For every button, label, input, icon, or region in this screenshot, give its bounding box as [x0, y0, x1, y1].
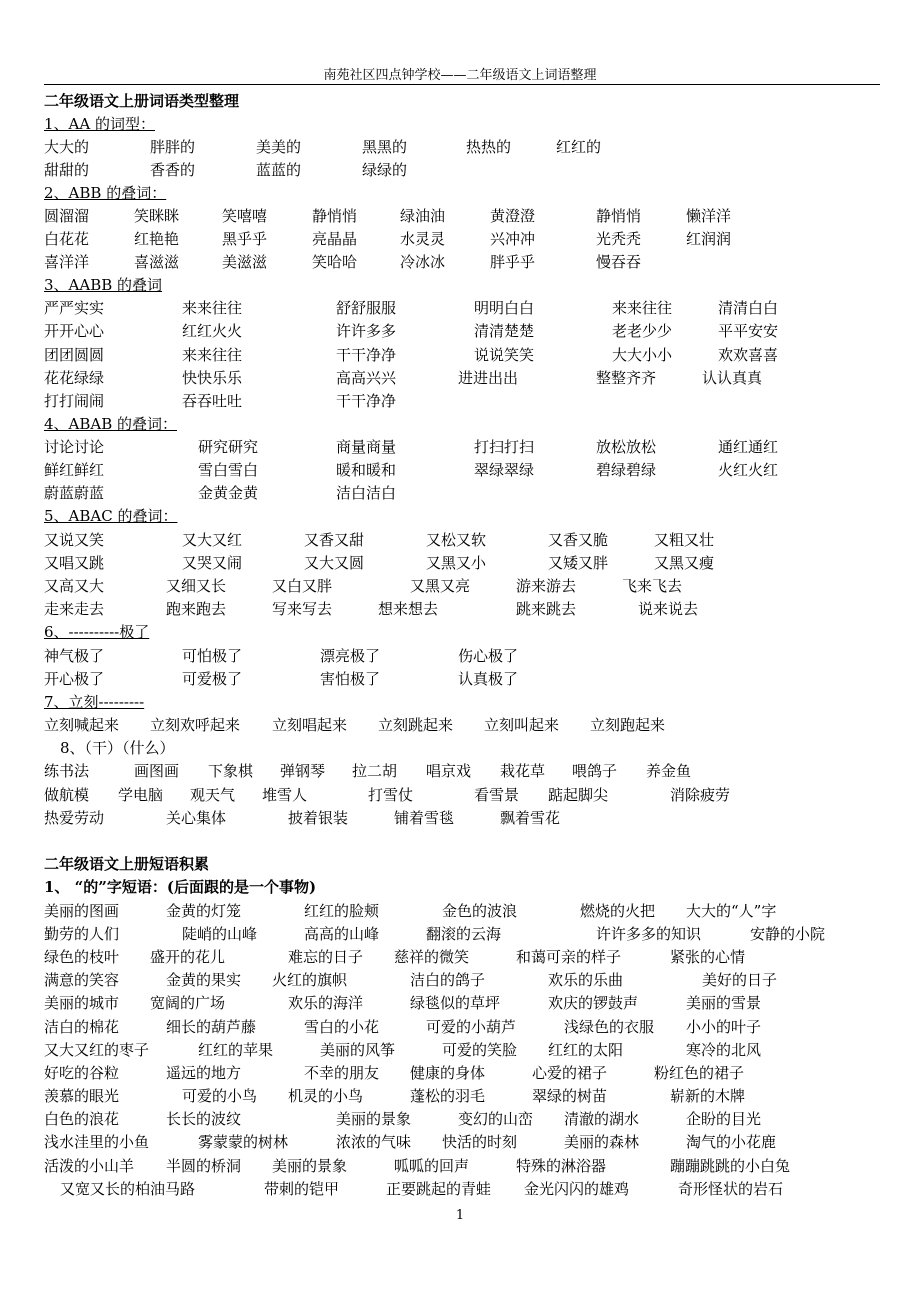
subsection-heading: 2、ABB 的叠词： [44, 184, 167, 202]
word-entry: 干干净净 [336, 346, 397, 364]
word-entry: 好吃的谷粒 [44, 1064, 120, 1082]
subsection-heading: 6、----------极了 [44, 623, 150, 641]
word-entry: 金光闪闪的雄鸡 [524, 1180, 630, 1198]
word-entry: 红红的太阳 [548, 1041, 624, 1059]
word-entry: 说说笑笑 [474, 346, 535, 364]
word-entry: 浅水洼里的小鱼 [44, 1133, 150, 1151]
word-entry: 神气极了 [44, 647, 105, 665]
text-line [0, 1131, 920, 1153]
word-entry: 又大又红的枣子 [44, 1041, 150, 1059]
word-entry: 燃烧的火把 [580, 902, 656, 920]
text-line [0, 737, 920, 759]
word-entry: 金黄的灯笼 [166, 902, 242, 920]
section-heading [0, 90, 920, 112]
word-entry: 立刻跑起来 [590, 716, 666, 734]
word-entry: 栽花草 [500, 762, 546, 780]
word-entry: 下象棋 [208, 762, 254, 780]
section-heading [0, 853, 920, 875]
word-entry: 吞吞吐吐 [182, 392, 243, 410]
word-entry: 喜滋滋 [134, 253, 180, 271]
word-entry: 高高兴兴 [336, 369, 397, 387]
word-entry: 懒洋洋 [686, 207, 732, 225]
word-entry: 美丽的景象 [272, 1157, 348, 1175]
text-line [0, 505, 920, 527]
text-line [0, 1108, 920, 1130]
word-entry: 绿油油 [400, 207, 446, 225]
word-entry: 笑眯眯 [134, 207, 180, 225]
word-entry: 整整齐齐 [596, 369, 657, 387]
word-entry: 黄澄澄 [490, 207, 536, 225]
word-entry: 红红的苹果 [198, 1041, 274, 1059]
word-entry: 快快乐乐 [182, 369, 243, 387]
word-entry: 蔚蓝蔚蓝 [44, 484, 105, 502]
word-entry: 带刺的铠甲 [264, 1180, 340, 1198]
word-entry: 研究研究 [198, 438, 259, 456]
word-entry: 养金鱼 [646, 762, 692, 780]
word-entry: 翻滚的云海 [426, 925, 502, 943]
word-entry: 又矮又胖 [548, 554, 609, 572]
text-line [0, 1085, 920, 1107]
word-entry: 欢乐的海洋 [288, 994, 364, 1012]
word-entry: 伤心极了 [458, 647, 519, 665]
text-line [0, 598, 920, 620]
word-entry: 练书法 [44, 762, 90, 780]
text-line [0, 390, 920, 412]
word-entry: 金黄金黄 [198, 484, 259, 502]
word-entry: 机灵的小鸟 [288, 1087, 364, 1105]
page-number: 1 [455, 1208, 465, 1223]
word-entry: 又细又长 [166, 577, 227, 595]
word-entry: 浅绿色的衣服 [564, 1018, 655, 1036]
word-entry: 飘着雪花 [500, 809, 561, 827]
word-entry: 进进出出 [458, 369, 519, 387]
word-entry: 来来往往 [182, 299, 243, 317]
word-entry: 紧张的心情 [670, 948, 746, 966]
word-entry: 喂鸽子 [572, 762, 618, 780]
word-entry: 跳来跳去 [516, 600, 577, 618]
word-entry: 大大的 [44, 138, 90, 156]
word-entry: 拉二胡 [352, 762, 398, 780]
word-entry: 高高的山峰 [304, 925, 380, 943]
word-entry: 热热的 [466, 138, 512, 156]
word-entry: 静悄悄 [596, 207, 642, 225]
word-entry: 和蔼可亲的样子 [516, 948, 622, 966]
text-line [0, 1016, 920, 1038]
text-line [0, 1155, 920, 1177]
word-entry: 淘气的小花鹿 [686, 1133, 777, 1151]
word-entry: 可爱极了 [182, 670, 243, 688]
word-entry: 立刻跳起来 [378, 716, 454, 734]
word-entry: 宽阔的广场 [150, 994, 226, 1012]
word-entry: 又松又软 [426, 531, 487, 549]
word-entry: 快活的时刻 [442, 1133, 518, 1151]
word-entry: 冷冰冰 [400, 253, 446, 271]
word-entry: 蹦蹦跳跳的小白兔 [670, 1157, 791, 1175]
text-line [0, 1039, 920, 1061]
word-entry: 香香的 [150, 161, 196, 179]
text-line [0, 159, 920, 181]
word-entry: 企盼的目光 [686, 1110, 762, 1128]
word-entry: 盛开的花儿 [150, 948, 226, 966]
word-entry: 红红的脸颊 [304, 902, 380, 920]
word-entry: 可爱的笑脸 [442, 1041, 518, 1059]
word-entry: 学电脑 [118, 786, 164, 804]
word-entry: 翠绿翠绿 [474, 461, 535, 479]
word-entry: 甜甜的 [44, 161, 90, 179]
word-entry: 认真极了 [458, 670, 519, 688]
text-line [0, 274, 920, 296]
word-entry: 蓬松的羽毛 [410, 1087, 486, 1105]
subsection-heading: 1、AA 的词型： [44, 115, 155, 133]
word-entry: 1、 “的”字短语：(后面跟的是一个事物) [44, 878, 317, 896]
word-entry: 火红火红 [718, 461, 779, 479]
word-entry: 又白又胖 [272, 577, 333, 595]
subsection-heading: 7、立刻--------- [44, 693, 145, 711]
word-entry: 绿色的枝叶 [44, 948, 120, 966]
subsection-heading: 4、ABAB 的叠词： [44, 415, 178, 433]
word-entry: 来来往往 [612, 299, 673, 317]
word-entry: 红润润 [686, 230, 732, 248]
word-entry: 亮晶晶 [312, 230, 358, 248]
text-line [0, 992, 920, 1014]
text-line [0, 482, 920, 504]
text-line [0, 784, 920, 806]
text-line [0, 946, 920, 968]
word-entry: 立刻叫起来 [484, 716, 560, 734]
word-entry: 红艳艳 [134, 230, 180, 248]
text-line [0, 621, 920, 643]
word-entry: 寒冷的北风 [686, 1041, 762, 1059]
subsection-heading: 3、AABB 的叠词 [44, 276, 163, 294]
word-entry: 黑黑的 [362, 138, 408, 156]
word-entry: 浓浓的气味 [336, 1133, 412, 1151]
word-entry: 又香又脆 [548, 531, 609, 549]
word-entry: 漂亮极了 [320, 647, 381, 665]
word-entry: 画图画 [134, 762, 180, 780]
text-line [0, 344, 920, 366]
word-entry: 美丽的图画 [44, 902, 120, 920]
word-entry: 害怕极了 [320, 670, 381, 688]
word-entry: 打雪仗 [368, 786, 414, 804]
word-entry: 兴冲冲 [490, 230, 536, 248]
word-entry: 平平安安 [718, 322, 779, 340]
word-entry: 又宽又长的柏油马路 [60, 1180, 196, 1198]
word-entry: 清清楚楚 [474, 322, 535, 340]
word-entry: 黑乎乎 [222, 230, 268, 248]
word-entry: 洁白的鸽子 [410, 971, 486, 989]
word-entry: 红红火火 [182, 322, 243, 340]
text-line [0, 900, 920, 922]
word-entry: 静悄悄 [312, 207, 358, 225]
word-entry: 团团圆圆 [44, 346, 105, 364]
word-entry: 鲜红鲜红 [44, 461, 105, 479]
word-entry: 又哭又闹 [182, 554, 243, 572]
word-entry: 金色的波浪 [442, 902, 518, 920]
word-entry: 美美的 [256, 138, 302, 156]
word-entry: 绿绿的 [362, 161, 408, 179]
word-entry: 美丽的景象 [336, 1110, 412, 1128]
word-entry: 披着银装 [288, 809, 349, 827]
word-entry: 认认真真 [702, 369, 763, 387]
text-line [0, 297, 920, 319]
word-entry: 白花花 [44, 230, 90, 248]
word-entry: 严严实实 [44, 299, 105, 317]
word-entry: 踮起脚尖 [548, 786, 609, 804]
subsection-heading: 5、ABAC 的叠词： [44, 507, 178, 525]
word-entry: 笑哈哈 [312, 253, 358, 271]
header-rule [44, 84, 880, 85]
word-entry: 洁白洁白 [336, 484, 397, 502]
word-entry: 特殊的淋浴器 [516, 1157, 607, 1175]
word-entry: 陡峭的山峰 [182, 925, 258, 943]
text-line [0, 552, 920, 574]
word-entry: 可怕极了 [182, 647, 243, 665]
word-entry: 想来想去 [378, 600, 439, 618]
word-entry: 活泼的小山羊 [44, 1157, 135, 1175]
word-entry: 看雪景 [474, 786, 520, 804]
word-entry: 可爱的小鸟 [182, 1087, 258, 1105]
word-entry: 难忘的日子 [288, 948, 364, 966]
word-entry: 写来写去 [272, 600, 333, 618]
word-entry: 开心极了 [44, 670, 105, 688]
word-entry: 商量商量 [336, 438, 397, 456]
word-entry: 8、（干）（什么） [60, 739, 175, 757]
text-line [0, 459, 920, 481]
word-entry: 勤劳的人们 [44, 925, 120, 943]
text-line [0, 760, 920, 782]
word-entry: 绿毯似的草坪 [410, 994, 501, 1012]
word-entry: 不幸的朋友 [304, 1064, 380, 1082]
word-entry: 唱京戏 [426, 762, 472, 780]
word-entry: 来来往往 [182, 346, 243, 364]
word-entry: 清清白白 [718, 299, 779, 317]
word-entry: 大大的“人”字 [686, 902, 777, 920]
word-entry: 金黄的果实 [166, 971, 242, 989]
word-entry: 暖和暖和 [336, 461, 397, 479]
word-entry: 又大又圆 [304, 554, 365, 572]
word-entry: 飞来飞去 [622, 577, 683, 595]
word-entry: 打扫打扫 [474, 438, 535, 456]
word-entry: 放松放松 [596, 438, 657, 456]
text-line [0, 136, 920, 158]
text-line [0, 714, 920, 736]
word-entry: 热爱劳动 [44, 809, 105, 827]
word-entry: 美滋滋 [222, 253, 268, 271]
word-entry: 美丽的风筝 [320, 1041, 396, 1059]
word-entry: 铺着雪毯 [394, 809, 455, 827]
word-entry: 美好的日子 [702, 971, 778, 989]
word-entry: 慢吞吞 [596, 253, 642, 271]
word-entry: 雪白的小花 [304, 1018, 380, 1036]
word-entry: 又大又红 [182, 531, 243, 549]
word-entry: 翠绿的树苗 [532, 1087, 608, 1105]
word-entry: 水灵灵 [400, 230, 446, 248]
word-entry: 通红通红 [718, 438, 779, 456]
word-entry: 雾蒙蒙的树林 [198, 1133, 289, 1151]
word-entry: 美丽的城市 [44, 994, 120, 1012]
word-entry: 老老少少 [612, 322, 673, 340]
word-entry: 许许多多的知识 [596, 925, 702, 943]
word-entry: 立刻喊起来 [44, 716, 120, 734]
word-entry: 胖胖的 [150, 138, 196, 156]
word-entry: 做航模 [44, 786, 90, 804]
word-entry: 又黑又亮 [410, 577, 471, 595]
text-line [0, 113, 920, 135]
text-line [0, 575, 920, 597]
word-entry: 大大小小 [612, 346, 673, 364]
word-entry: 呱呱的回声 [394, 1157, 470, 1175]
word-entry: 又唱又跳 [44, 554, 105, 572]
text-line [0, 1062, 920, 1084]
word-entry: 立刻欢呼起来 [150, 716, 241, 734]
text-line [0, 251, 920, 273]
word-entry: 欢乐的乐曲 [548, 971, 624, 989]
word-entry: 羡慕的眼光 [44, 1087, 120, 1105]
word-entry: 变幻的山峦 [458, 1110, 534, 1128]
word-entry: 游来游去 [516, 577, 577, 595]
word-entry: 明明白白 [474, 299, 535, 317]
word-entry: 白色的浪花 [44, 1110, 120, 1128]
word-entry: 红红的 [556, 138, 602, 156]
word-entry: 消除疲劳 [670, 786, 731, 804]
word-entry: 正要跳起的青蛙 [386, 1180, 492, 1198]
word-entry: 又黑又小 [426, 554, 487, 572]
word-entry: 遥远的地方 [166, 1064, 242, 1082]
word-entry: 立刻唱起来 [272, 716, 348, 734]
word-entry: 二年级语文上册词语类型整理 [44, 92, 240, 110]
text-line [0, 182, 920, 204]
word-entry: 欢欢喜喜 [718, 346, 779, 364]
text-line [0, 320, 920, 342]
word-entry: 又说又笑 [44, 531, 105, 549]
word-entry: 清澈的湖水 [564, 1110, 640, 1128]
word-entry: 心爱的裙子 [532, 1064, 608, 1082]
word-entry: 美丽的雪景 [686, 994, 762, 1012]
word-entry: 美丽的森林 [564, 1133, 640, 1151]
word-entry: 安静的小院 [750, 925, 826, 943]
word-entry: 慈祥的微笑 [394, 948, 470, 966]
word-entry: 欢庆的锣鼓声 [548, 994, 639, 1012]
word-entry: 崭新的木牌 [670, 1087, 746, 1105]
word-entry: 健康的身体 [410, 1064, 486, 1082]
word-entry: 细长的葫芦藤 [166, 1018, 257, 1036]
text-line [0, 807, 920, 829]
text-line [0, 413, 920, 435]
word-entry: 蓝蓝的 [256, 161, 302, 179]
section-heading [0, 876, 920, 898]
word-entry: 又香又甜 [304, 531, 365, 549]
word-entry: 花花绿绿 [44, 369, 105, 387]
text-line [0, 228, 920, 250]
word-entry: 开开心心 [44, 322, 105, 340]
word-entry: 干干净净 [336, 392, 397, 410]
text-line [0, 1178, 920, 1200]
word-entry: 舒舒服服 [336, 299, 397, 317]
text-line [0, 367, 920, 389]
word-entry: 满意的笑容 [44, 971, 120, 989]
word-entry: 胖乎乎 [490, 253, 536, 271]
word-entry: 许许多多 [336, 322, 397, 340]
text-line [0, 969, 920, 991]
word-entry: 堆雪人 [262, 786, 308, 804]
word-entry: 圆溜溜 [44, 207, 90, 225]
text-line [0, 529, 920, 551]
word-entry: 洁白的棉花 [44, 1018, 120, 1036]
word-entry: 小小的叶子 [686, 1018, 762, 1036]
text-line [0, 691, 920, 713]
word-entry: 笑嘻嘻 [222, 207, 268, 225]
word-entry: 弹钢琴 [280, 762, 326, 780]
text-line [0, 923, 920, 945]
word-entry: 二年级语文上册短语积累 [44, 855, 210, 873]
word-entry: 关心集体 [166, 809, 227, 827]
text-line [0, 436, 920, 458]
word-entry: 打打闹闹 [44, 392, 105, 410]
word-entry: 火红的旗帜 [272, 971, 348, 989]
word-entry: 奇形怪状的岩石 [678, 1180, 784, 1198]
word-entry: 半圆的桥洞 [166, 1157, 242, 1175]
word-entry: 长长的波纹 [166, 1110, 242, 1128]
word-entry: 又黑又瘦 [654, 554, 715, 572]
word-entry: 又粗又壮 [654, 531, 715, 549]
word-entry: 可爱的小葫芦 [426, 1018, 517, 1036]
word-entry: 光秃秃 [596, 230, 642, 248]
word-entry: 说来说去 [638, 600, 699, 618]
page-header: 南苑社区四点钟学校——二年级语文上词语整理 [323, 68, 597, 83]
word-entry: 喜洋洋 [44, 253, 90, 271]
word-entry: 观天气 [190, 786, 236, 804]
word-entry: 又高又大 [44, 577, 105, 595]
text-line [0, 645, 920, 667]
text-line [0, 205, 920, 227]
word-entry: 碧绿碧绿 [596, 461, 657, 479]
word-entry: 雪白雪白 [198, 461, 259, 479]
word-entry: 跑来跑去 [166, 600, 227, 618]
word-entry: 讨论讨论 [44, 438, 105, 456]
word-entry: 走来走去 [44, 600, 105, 618]
word-entry: 粉红色的裙子 [654, 1064, 745, 1082]
text-line [0, 668, 920, 690]
